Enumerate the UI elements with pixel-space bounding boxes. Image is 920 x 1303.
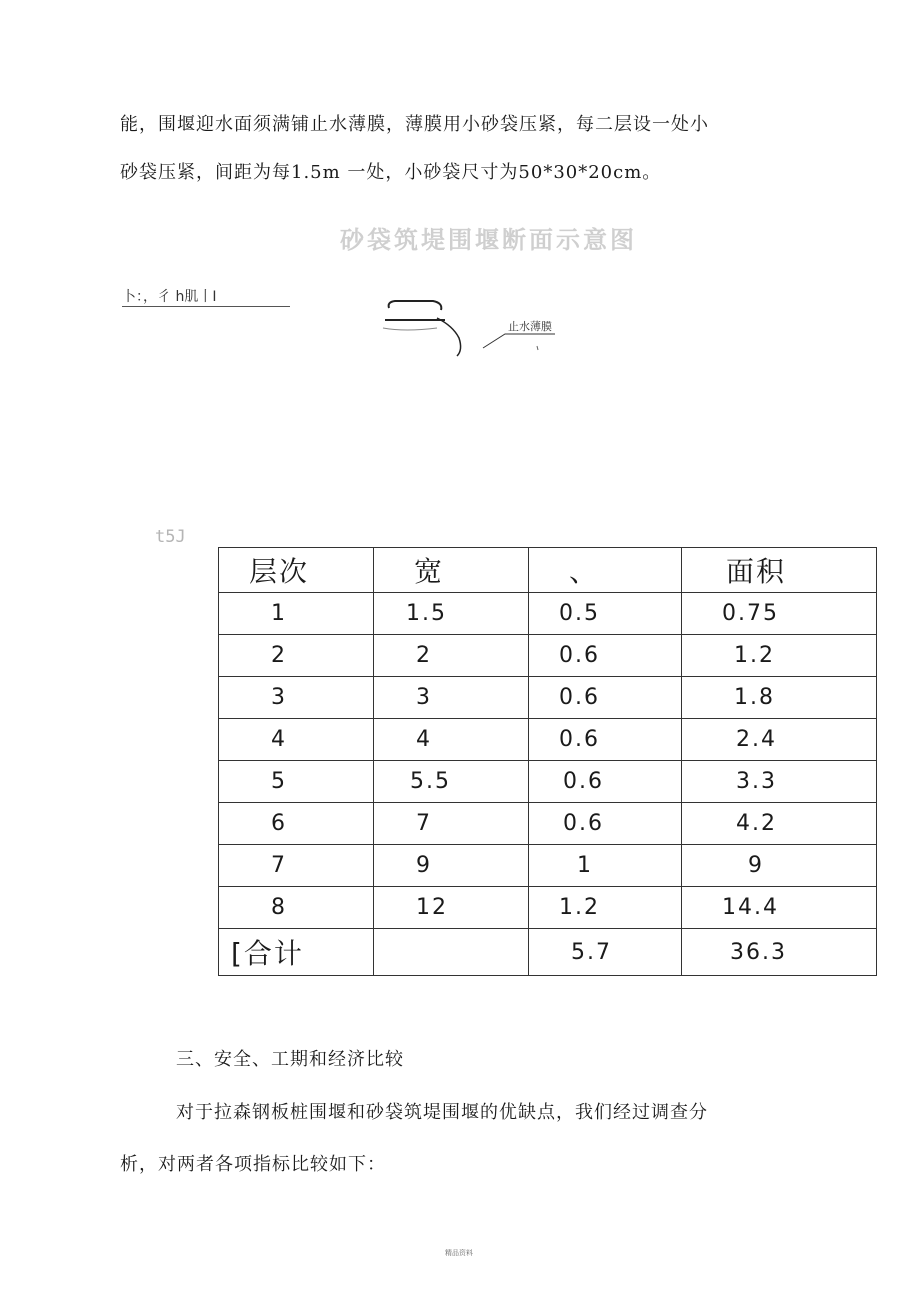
table-cell: 0.75 xyxy=(682,593,877,635)
table-row xyxy=(219,803,877,845)
table-cell: 2 xyxy=(219,635,374,677)
waterproof-film-label: 止水薄膜 xyxy=(508,320,552,333)
table-row xyxy=(219,635,877,677)
sandbag-layer-table xyxy=(218,547,877,976)
table-cell: 0.6 xyxy=(529,761,682,803)
table-cell: 0.6 xyxy=(529,635,682,677)
total-label: [合计 xyxy=(219,929,374,976)
table-cell: 5 xyxy=(219,761,374,803)
table-cell: 0.6 xyxy=(529,677,682,719)
table-cell: 1.5 xyxy=(374,593,529,635)
table-cell: 2 xyxy=(374,635,529,677)
table-row xyxy=(219,677,877,719)
header-cell: 、 xyxy=(529,548,682,593)
table-cell: 4 xyxy=(219,719,374,761)
header-cell: 层次 xyxy=(219,548,374,593)
table-row xyxy=(219,719,877,761)
paragraph-line-2: 砂袋压紧，间距为每1.5m 一处，小砂袋尺寸为50*30*20cm。 xyxy=(120,162,662,183)
table-cell: 6 xyxy=(219,803,374,845)
table-header-row xyxy=(219,548,877,593)
section-paragraph-line-1: 对于拉森钢板桩围堰和砂袋筑堤围堰的优缺点，我们经过调查分 xyxy=(176,1102,708,1123)
section-paragraph-line-2: 析，对两者各项指标比较如下： xyxy=(120,1154,386,1175)
table-cell: 9 xyxy=(682,845,877,887)
header-cell: 宽 xyxy=(374,548,529,593)
table-cell: 7 xyxy=(219,845,374,887)
table-cell: 1 xyxy=(219,593,374,635)
table-cell: 2.4 xyxy=(682,719,877,761)
stray-text: t5J xyxy=(155,527,186,547)
table-cell: 1 xyxy=(529,845,682,887)
table-cell: 0.6 xyxy=(529,719,682,761)
table-cell: 3.3 xyxy=(682,761,877,803)
table-cell: 4 xyxy=(374,719,529,761)
table-row xyxy=(219,761,877,803)
table-cell: 7 xyxy=(374,803,529,845)
table-row xyxy=(219,593,877,635)
paragraph-line-1: 能，围堰迎水面须满铺止水薄膜，薄膜用小砂袋压紧，每二层设一处小 xyxy=(120,114,709,135)
table-cell: 1.2 xyxy=(529,887,682,929)
table-cell: 1.2 xyxy=(682,635,877,677)
table-cell: 1.8 xyxy=(682,677,877,719)
table-row xyxy=(219,845,877,887)
table-cell: 5.5 xyxy=(374,761,529,803)
table-cell: 3 xyxy=(374,677,529,719)
page-footer: 精品资料 xyxy=(445,1249,473,1257)
figure-title: 砂袋筑堤围堰断面示意图 xyxy=(340,225,637,254)
total-area: 36.3 xyxy=(682,929,877,976)
table-total-row xyxy=(219,929,877,976)
header-cell: 面积 xyxy=(682,548,877,593)
section-heading: 三、安全、工期和经济比较 xyxy=(176,1049,404,1070)
figure-left-text: 卜：，彳 h肌丨Ⅰ xyxy=(122,286,290,307)
table-cell: 3 xyxy=(219,677,374,719)
table-cell: 8 xyxy=(219,887,374,929)
table-cell: 9 xyxy=(374,845,529,887)
table-cell xyxy=(374,929,529,976)
table-cell: 4.2 xyxy=(682,803,877,845)
table-cell: 12 xyxy=(374,887,529,929)
table-cell: 0.5 xyxy=(529,593,682,635)
table-row xyxy=(219,887,877,929)
table-cell: 14.4 xyxy=(682,887,877,929)
table-cell: 0.6 xyxy=(529,803,682,845)
total-height: 5.7 xyxy=(529,929,682,976)
